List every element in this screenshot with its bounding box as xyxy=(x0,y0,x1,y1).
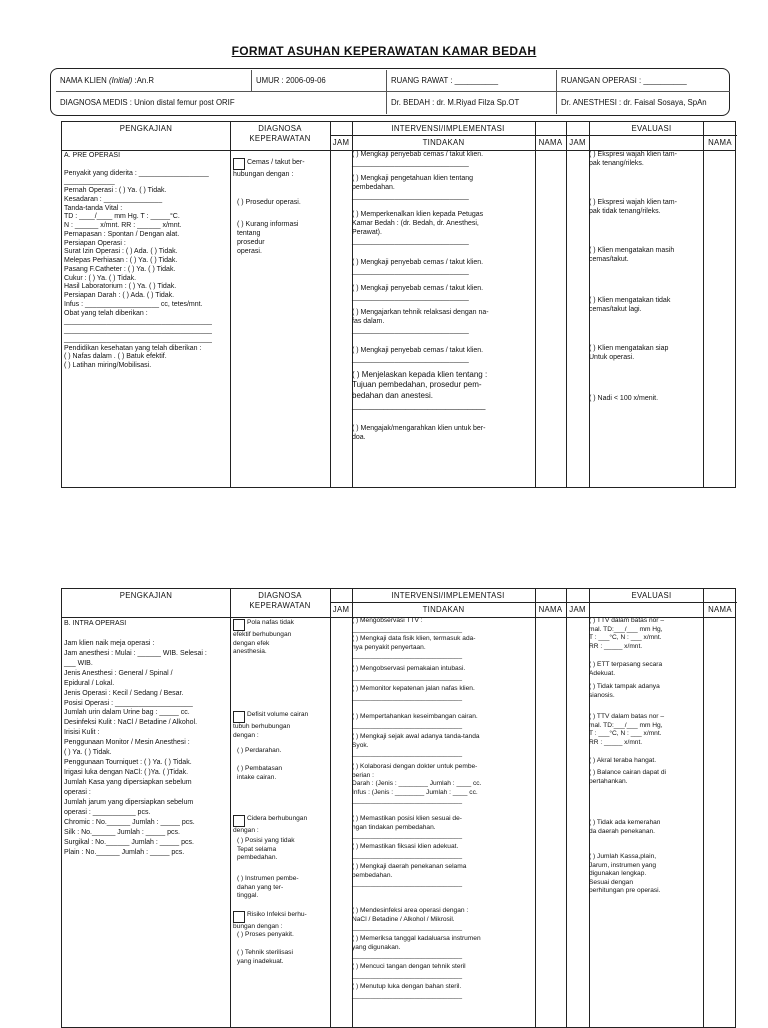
col-intervensi: INTERVENSI/IMPLEMENTASI xyxy=(391,124,505,133)
col-jam-evaluasi: JAM xyxy=(569,138,586,147)
diagnosa-item: ( ) Instrumen pembe- dahan yang ter- tinggal. xyxy=(237,875,299,900)
evaluasi-item: ( ) Ekspresi wajah klien tam- pak tenang/rileks. xyxy=(589,151,677,168)
diagnosa-item: Defisit volume cairan tubuh berhubungan dengan : xyxy=(233,711,309,739)
evaluasi-item: ( ) Tidak ada kemerahan da daerah penekanan. xyxy=(589,819,661,835)
col-evaluasi: EVALUASI xyxy=(631,124,672,133)
evaluasi-item: ( ) Tidak tampak adanya sianosis. xyxy=(589,683,660,699)
col-jam-evaluasi: JAM xyxy=(569,605,586,614)
tindakan-item: ( ) Kolaborasi dengan dokter untuk pembe- berian : Darah : (Jenis : ________ Jumlah : ____ cc. Infus : (Jenis : ________ Jumlah : ____ cc. ______________________________ xyxy=(352,763,482,805)
evaluasi-item: ( ) ETT terpasang secara Adekuat. xyxy=(589,661,663,677)
pre-operasi-table xyxy=(61,121,736,488)
checkbox[interactable] xyxy=(233,158,245,170)
pengkajian-intra-operasi: B. INTRA OPERASI Jam klien naik meja operasi : Jam anesthesi : Mulai : ______ WIB. Selesai : ___ WIB. Jenis Anesthesi : General / Spinal / Epidural / Lokal. Jenis Operasi : Kecil / Sedang / Besar. Posisi Operasi : ____________________ Jumlah urin dalam Urine bag : _____ cc. Desinfeksi Kulit : NaCl / Betadine / Alkohol. Irisisi Kulit : Penggunaan Monitor / Mesin Anesthesi : ( ) Ya. ( ) Tidak. Penggunaan Tourniquet : ( ) Ya. ( ) Tidak. Irigasi luka dengan NaCl: ( )Ya. ( )Tidak. Jumlah Kasa yang dipersiapkan sebelum operasi : Jumlah jarum yang dipersiapkan sebelum operasi : ___________ pcs. Chromic : No.______ Jumlah : _____ pcs. Silk : No.______ Jumlah : _____ pcs. Surgikal : No.______ Jumlah : _____ pcs. Plain : No.______ Jumlah : _____ pcs. xyxy=(64,620,207,856)
col-nama-evaluasi: NAMA xyxy=(708,138,732,147)
col-nama: NAMA xyxy=(538,138,563,147)
dr-anesthesi: Dr. ANESTHESI : dr. Faisal Sosaya, SpAn xyxy=(561,98,707,107)
form-title: FORMAT ASUHAN KEPERAWATAN KAMAR BEDAH xyxy=(231,44,537,58)
diagnosa-item: Cidera berhubungan dengan : xyxy=(233,815,308,834)
ruang-rawat: RUANG RAWAT : __________ xyxy=(387,70,557,92)
tindakan-item: ( ) Mengkaji penyebab cemas / takut klien. ______________________________ xyxy=(352,285,484,302)
col-diagnosa: DIAGNOSA KEPERAWATAN xyxy=(249,591,311,611)
patient-info-grid xyxy=(56,70,730,114)
col-jam: JAM xyxy=(332,605,350,614)
evaluasi-item: ( ) Klien mengatakan tidak cemas/takut lagi. xyxy=(589,297,671,314)
tindakan-item: ( ) Memperkenalkan klien kepada Petugas Kamar Bedah : (dr. Bedah, dr. Anesthesi, Perawat). ______________________________ xyxy=(352,211,484,246)
evaluasi-item: ( ) Klien mengatakan masih cemas/takut. xyxy=(589,247,675,264)
evaluasi-item: ( ) TTV dalam batas nor – mal. TD:___/___ mm Hg, T : ___°C, N : ___ x/mnt. RR : _____ x/mnt. xyxy=(589,617,665,650)
tindakan-item: ( ) Mengkaji penyebab cemas / takut klien. ______________________________ xyxy=(352,151,484,168)
tindakan-item: ( ) Menutup luka dengan bahan steril. ______________________________ xyxy=(352,983,463,999)
tindakan-item: ( ) Menjelaskan kepada klien tentang : Tujuan pembedahan, prosedur pem- bedahan dan anestesi. ______________________________ xyxy=(352,370,488,411)
diagnosa-medis: DIAGNOSA MEDIS : Union distal femur post ORIF xyxy=(56,92,387,114)
tindakan-item: ( ) Mengkaji penyebab cemas / takut klien. ______________________________ xyxy=(352,259,484,276)
tindakan-item: ( ) Mengkaji daerah penekanan selama pembedahan. ______________________________ xyxy=(352,863,467,888)
diagnosa-item: ( ) Pembatasan intake cairan. xyxy=(237,765,283,781)
tindakan-item: ( ) Mendesinfeksi area operasi dengan : NaCl / Betadine / Alkohol / Mikrosil. ______________________________ xyxy=(352,907,469,932)
tindakan-item: ( ) Mengobservasi pemakaian intubasi. ______________________________ xyxy=(352,665,466,681)
diagnosa-item: ( ) Perdarahan. xyxy=(237,747,282,754)
col-tindakan: TINDAKAN xyxy=(422,605,465,614)
diagnosa-item: Pola nafas tidak efektif berhubungan dengan efek anesthesia. xyxy=(233,619,294,656)
tindakan-item: ( ) Mengajak/mengarahkan klien untuk ber- doa. xyxy=(352,425,486,442)
evaluasi-item: ( ) Ekspresi wajah klien tam- pak tidak tenang/rileks. xyxy=(589,199,677,216)
tindakan-item: ( ) Memastikan fiksasi klien adekuat. ______________________________ xyxy=(352,843,463,859)
intra-operasi-table xyxy=(61,588,736,1028)
evaluasi-item: ( ) Jumlah Kassa,plain, Jarum, instrumen yang digunakan lengkap. Sesuai dengan perhitungan pre operasi. xyxy=(589,853,661,895)
col-evaluasi: EVALUASI xyxy=(631,591,672,600)
pengkajian-pre-operasi: A. PRE OPERASI Penyakit yang diderita : __________________ _____________ Pernah Operasi : ( ) Ya. ( ) Tidak. Kesadaran : _______________ Tanda-tanda Vital : TD : ____/____ mm Hg. T : _____°C. N : ______ x/mnt. RR : ______ x/mnt. Pernapasan : Spontan / Dengan alat. Persiapan Operasi : Surat Izin Operasi : ( ) Ada. ( ) Tidak. Melepas Perhiasan : ( ) Ya. ( ) Tidak. Pasang F.Catheter : ( ) Ya. ( ) Tidak. Cukur : ( ) Ya. ( ) Tidak. Hasil Laboratorium : ( ) Ya. ( ) Tidak. Persiapan Darah : ( ) Ada. ( ) Tidak. Infus : ___________________ cc, tetes/mnt. Obat yang telah diberikan : ______________________________________ ______________________________________ ______________________________________ Pendidikan kesehatan yang telah diberikan : ( ) Nafas dalam . ( ) Batuk efektif. ( ) Latihan miring/Mobilisasi. xyxy=(64,152,212,369)
tindakan-item: ( ) Memonitor kepatenan jalan nafas klien. ______________________________ xyxy=(352,685,475,701)
col-nama-evaluasi: NAMA xyxy=(708,605,732,614)
col-diagnosa: DIAGNOSA KEPERAWATAN xyxy=(249,124,311,144)
tindakan-item: ( ) Mengkaji sejak awal adanya tanda-tanda Syok. ______________________________ xyxy=(352,733,480,758)
nama-klien: NAMA KLIEN (Initial) :An.R xyxy=(56,70,252,92)
checkbox[interactable] xyxy=(233,815,245,827)
evaluasi-item: ( ) TTV dalam batas nor – mal. TD:___/___ mm Hg, T : ___°C, N : ___ x/mnt. RR : _____ x/mnt. xyxy=(589,713,665,746)
col-nama: NAMA xyxy=(538,605,563,614)
umur: UMUR : 2006-09-06 xyxy=(252,70,387,92)
col-jam: JAM xyxy=(332,138,350,147)
tindakan-item: ( ) Memeriksa tanggal kadaluarsa instrumen yang digunakan. ______________________________ xyxy=(352,935,481,960)
diagnosa-item: ( ) Proses penyakit. xyxy=(237,931,294,938)
col-tindakan: TINDAKAN xyxy=(422,138,465,147)
tindakan-item: ( ) Mengkaji data fisik klien, termasuk ada- nya penyakit penyertaan. ______________________________ xyxy=(352,635,476,660)
diagnosa-item: ( ) Posisi yang tidak Tepat selama pembedahan. xyxy=(237,837,295,862)
evaluasi-item: ( ) Nadi < 100 x/menit. xyxy=(589,395,659,402)
evaluasi-item: ( ) Akral teraba hangat. xyxy=(589,757,657,764)
tindakan-item: ( ) Mempertahankan keseimbangan cairan. ______________________________ xyxy=(352,713,478,729)
dr-bedah: Dr. BEDAH : dr. M.Riyad Filza Sp.OT xyxy=(387,92,557,114)
tindakan-item: ( ) Mengkaji penyebab cemas / takut klien. ______________________________ xyxy=(352,347,484,364)
diagnosa-item: ( ) Tehnik sterilisasi yang inadekuat. xyxy=(237,949,293,965)
tindakan-item: ( ) Mengkaji pengetahuan klien tentang pembedahan. ______________________________ xyxy=(352,175,474,201)
diagnosa-item: Risiko Infeksi berhu- bungan dengan : xyxy=(233,911,307,930)
tindakan-item: ( ) Mencuci tangan dengan tehnik steril ______________________________ xyxy=(352,963,466,979)
diagnosa-item: ( ) Prosedur operasi. xyxy=(237,199,301,206)
col-intervensi: INTERVENSI/IMPLEMENTASI xyxy=(391,591,505,600)
tindakan-item: ( ) Mengajarkan tehnik relaksasi dengan na- fas dalam. ______________________________ xyxy=(352,309,489,335)
tindakan-item: ( ) Memastikan posisi klien sesuai de- ngan tindakan pembedahan. ______________________________ xyxy=(352,815,463,840)
diagnosa-item: ( ) Kurang informasi tentang prosedur operasi. xyxy=(237,221,299,256)
diagnosa-item: Cemas / takut ber- hubungan dengan : xyxy=(233,159,305,178)
col-pengkajian: PENGKAJIAN xyxy=(119,591,173,600)
tindakan-item: ( ) Mengobservasi TTV : ______________________________ xyxy=(352,617,463,633)
evaluasi-item: ( ) Klien mengatakan siap Untuk operasi. xyxy=(589,345,669,362)
checkbox[interactable] xyxy=(233,711,245,723)
ruangan-operasi: RUANGAN OPERASI : __________ xyxy=(557,70,730,92)
checkbox[interactable] xyxy=(233,911,245,923)
col-pengkajian: PENGKAJIAN xyxy=(119,124,173,133)
evaluasi-item: ( ) Balance cairan dapat di pertahankan. xyxy=(589,769,666,785)
checkbox[interactable] xyxy=(233,619,245,631)
